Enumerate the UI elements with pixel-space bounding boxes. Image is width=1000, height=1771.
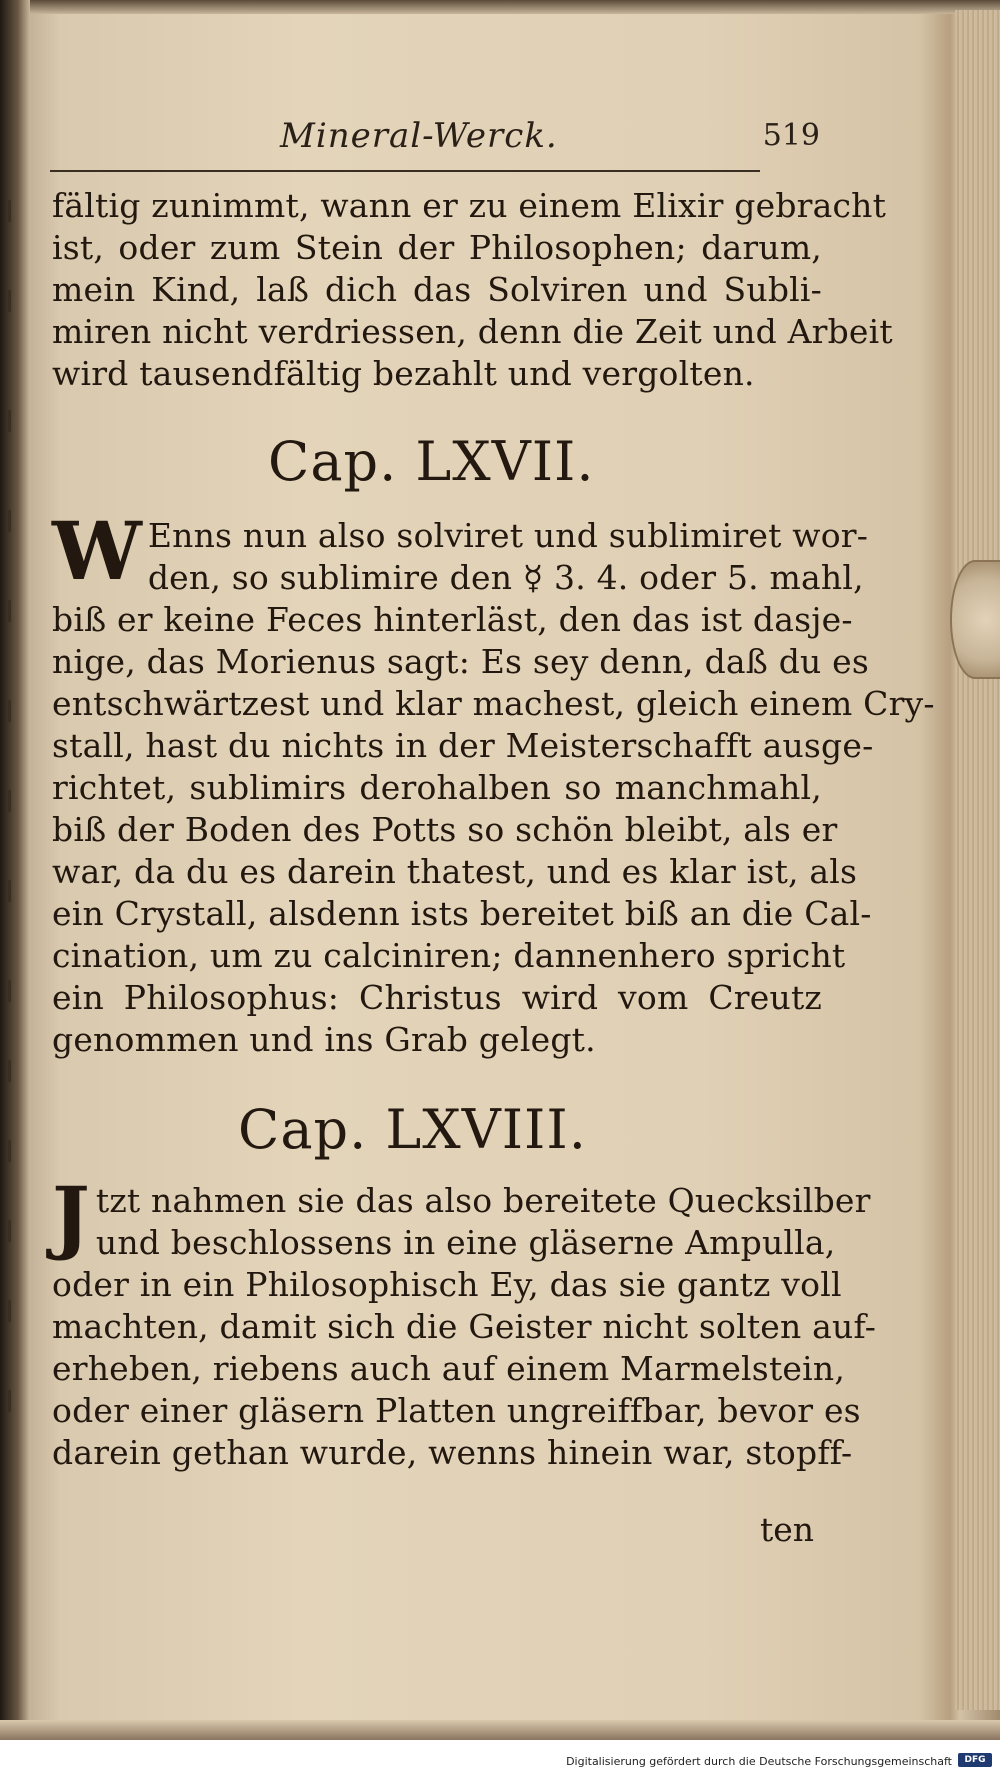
text-line: den, so sublimire den ☿ 3. 4. oder 5. mahl, xyxy=(147,558,864,597)
text-line: und beschlossens in eine gläserne Ampulla, xyxy=(95,1223,836,1262)
text-line: war, da du es darein thatest, und es klar ist, als xyxy=(52,852,858,891)
page-stack-edge xyxy=(955,10,1000,1710)
text-line: stall, hast du nichts in der Meisterschafft ausge- xyxy=(52,726,874,765)
margin-mark xyxy=(8,700,11,722)
text-line: biß er keine Feces hinterläst, den das ist dasje- xyxy=(52,600,853,639)
drop-cap: J xyxy=(52,1169,90,1263)
text-line: mein Kind, laß dich das Solviren und Subli- xyxy=(52,270,822,309)
chapter-heading-1: Cap. LXVII. xyxy=(268,430,595,493)
text-line: entschwärtzest und klar machest, gleich einem Cry- xyxy=(52,684,935,723)
margin-mark xyxy=(8,290,11,312)
margin-mark xyxy=(8,1140,11,1162)
paragraph-1 xyxy=(52,185,893,395)
text-line: miren nicht verdriessen, denn die Zeit und Arbeit xyxy=(52,312,893,351)
text-line: wird tausendfältig bezahlt und vergolten. xyxy=(52,354,755,393)
margin-mark xyxy=(8,790,11,812)
text-line: genommen und ins Grab gelegt. xyxy=(52,1020,596,1059)
text-line: machten, damit sich die Geister nicht solten auf- xyxy=(52,1307,877,1346)
margin-mark xyxy=(8,200,11,222)
text-line: tzt nahmen sie das also bereitete Quecksilber xyxy=(95,1181,871,1220)
margin-mark xyxy=(8,1390,11,1412)
margin-mark xyxy=(8,980,11,1002)
text-line: darein gethan wurde, wenns hinein war, stopff- xyxy=(52,1433,853,1472)
text-line: nige, das Morienus sagt: Es sey denn, daß du es xyxy=(52,642,870,681)
paragraph-3 xyxy=(52,1169,877,1474)
text-line: ein Crystall, alsdenn ists bereitet biß an die Cal- xyxy=(52,894,872,933)
text-line: fältig zunimmt, wann er zu einem Elixir gebracht xyxy=(52,186,887,225)
funding-credit: Digitalisierung gefördert durch die Deutsche Forschungsgemeinschaft xyxy=(566,1755,952,1768)
text-line: Enns nun also solviret und sublimiret wor- xyxy=(147,516,869,555)
text-line: richtet, sublimirs derohalben so manchmahl, xyxy=(52,768,822,807)
left-margin-marks xyxy=(4,180,20,1480)
margin-mark xyxy=(8,1300,11,1322)
text-line: oder in ein Philosophisch Ey, das sie gantz voll xyxy=(52,1265,842,1304)
margin-mark xyxy=(8,880,11,902)
text-line: oder einer gläsern Platten ungreiffbar, bevor es xyxy=(52,1391,861,1430)
text-line: ist, oder zum Stein der Philosophen; darum, xyxy=(52,228,822,267)
dfg-logo: DFG xyxy=(958,1753,992,1767)
text-line: cination, um zu calciniren; dannenhero spricht xyxy=(52,936,846,975)
text-line: erheben, riebens auch auf einem Marmelstein, xyxy=(52,1349,846,1388)
page-top-edge xyxy=(0,0,1000,14)
margin-mark xyxy=(8,600,11,622)
page-bottom-edge xyxy=(0,1720,1000,1740)
page-number: 519 xyxy=(762,118,820,153)
page-header xyxy=(50,110,820,172)
drop-cap: W xyxy=(52,504,142,598)
margin-mark xyxy=(8,410,11,432)
running-title: Mineral-Werck. xyxy=(280,116,558,156)
book-clasp xyxy=(950,560,1000,679)
text-line: biß der Boden des Potts so schön bleibt, als er xyxy=(52,810,838,849)
chapter-heading-2: Cap. LXVIII. xyxy=(238,1098,587,1161)
catchword: ten xyxy=(760,1510,815,1549)
margin-mark xyxy=(8,510,11,532)
margin-mark xyxy=(8,1060,11,1082)
paragraph-2 xyxy=(52,504,935,1061)
text-line: ein Philosophus: Christus wird vom Creutz xyxy=(52,978,822,1017)
margin-mark xyxy=(8,1220,11,1242)
header-rule xyxy=(50,170,760,172)
